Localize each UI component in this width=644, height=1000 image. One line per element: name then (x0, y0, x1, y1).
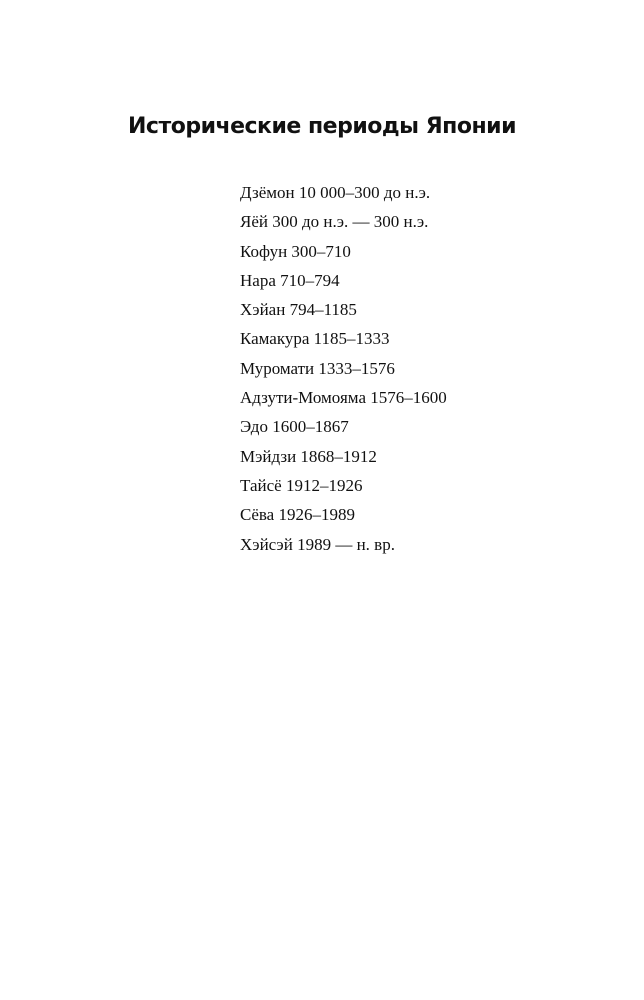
period-showa: Сёва 1926–1989 (240, 505, 355, 525)
period-jomon: Дзёмон 10 000–300 до н.э. (240, 183, 431, 202)
period-azuchi-momoyama: Адзути-Момояма 1576–1600 (240, 388, 447, 408)
period-yayoi: Яёй 300 до н.э. — 300 н.э. (240, 212, 429, 232)
period-kofun: Кофун 300–710 (240, 241, 351, 261)
period-list (240, 178, 447, 559)
period-heisei: Хэйсэй 1989 — н. вр. (240, 534, 395, 554)
period-taisho: Тайсё 1912–1926 (240, 475, 363, 495)
period-edo: Эдо 1600–1867 (240, 417, 349, 437)
page-title: Исторические периоды Японии (128, 114, 516, 139)
period-meiji: Мэйдзи 1868–1912 (240, 446, 377, 466)
period-muromachi: Муромати 1333–1576 (240, 358, 395, 378)
period-kamakura: Камакура 1185–1333 (240, 329, 390, 349)
period-nara: Нара 710–794 (240, 270, 340, 290)
period-heian: Хэйан 794–1185 (240, 300, 357, 320)
